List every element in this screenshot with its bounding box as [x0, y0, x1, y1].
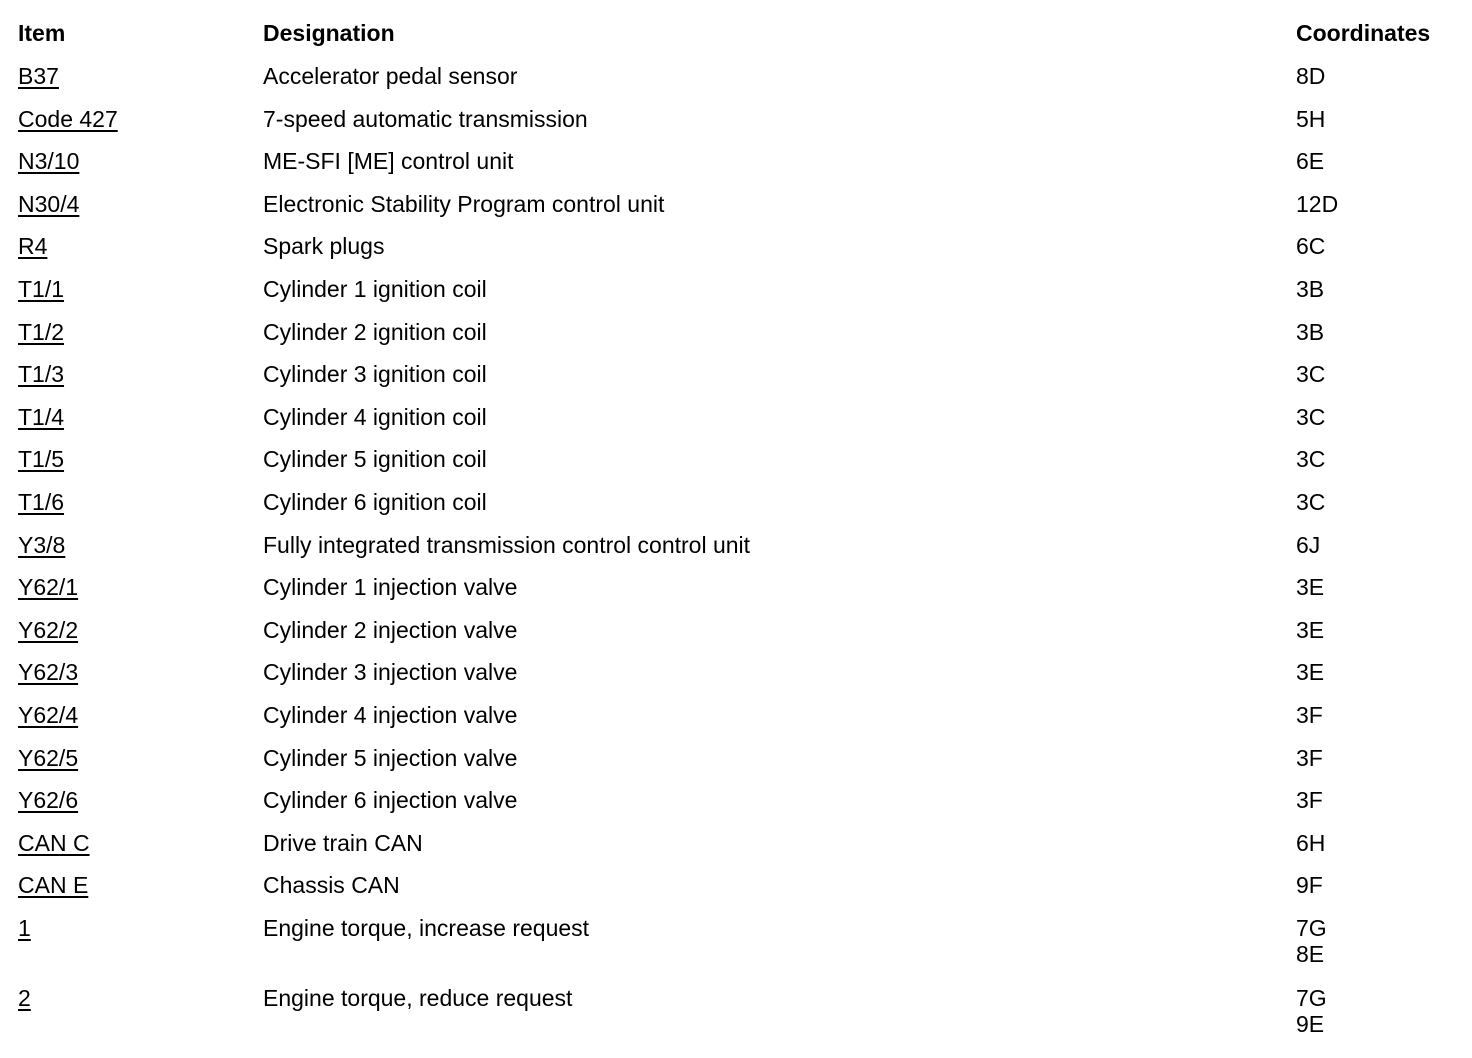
item-link[interactable]: Y62/5 — [18, 744, 79, 771]
table-row — [18, 821, 1458, 864]
legend-table — [18, 14, 1458, 1046]
item-cell — [18, 745, 263, 771]
item-cell — [18, 872, 263, 898]
item-link[interactable]: T1/2 — [18, 318, 65, 345]
table-row — [18, 352, 1458, 395]
coordinates-cell — [1296, 361, 1456, 387]
item-cell — [18, 787, 263, 813]
table-row — [18, 650, 1458, 693]
item-cell — [18, 319, 263, 345]
coordinate-value: 7G — [1296, 984, 1327, 1011]
item-link[interactable]: Y3/8 — [18, 531, 66, 558]
coordinates-cell — [1296, 830, 1456, 856]
designation-cell: Accelerator pedal sensor — [263, 63, 518, 89]
coordinate-value: 3B — [1296, 318, 1325, 345]
coordinate-value: 3C — [1296, 488, 1326, 515]
item-link[interactable]: T1/1 — [18, 275, 65, 302]
coordinate-value: 6C — [1296, 233, 1326, 260]
coordinates-cell — [1296, 191, 1456, 217]
item-cell — [18, 276, 263, 302]
coordinates-cell — [1296, 532, 1456, 558]
header-coordinates: Coordinates — [1296, 20, 1431, 46]
item-cell — [18, 702, 263, 728]
coordinate-value: 12D — [1296, 190, 1339, 217]
table-row — [18, 224, 1458, 267]
coordinate-value: 3B — [1296, 275, 1325, 302]
item-cell — [18, 361, 263, 387]
table-row — [18, 863, 1458, 906]
item-cell — [18, 985, 263, 1011]
item-cell — [18, 106, 263, 132]
coordinate-value: 5H — [1296, 105, 1326, 132]
item-cell — [18, 404, 263, 430]
designation-cell: Cylinder 5 ignition coil — [263, 446, 487, 473]
coordinate-value: 9F — [1296, 872, 1323, 899]
table-row — [18, 182, 1458, 225]
designation-cell: Fully integrated transmission control control unit — [263, 531, 751, 558]
item-link[interactable]: Y62/1 — [18, 574, 79, 601]
item-link[interactable]: B37 — [18, 63, 59, 89]
designation-cell: Cylinder 4 ignition coil — [263, 403, 487, 430]
coordinate-value: 9E — [1296, 1010, 1325, 1037]
header-item: Item — [18, 20, 66, 46]
coordinate-value: 7G — [1296, 914, 1327, 941]
table-row — [18, 906, 1458, 976]
table-row — [18, 608, 1458, 651]
table-row — [18, 267, 1458, 310]
table-row — [18, 97, 1458, 140]
designation-cell: ME-SFI [ME] control unit — [263, 148, 514, 175]
coordinate-value: 6E — [1296, 148, 1325, 175]
item-link[interactable]: 2 — [18, 984, 31, 1011]
item-link[interactable]: N3/10 — [18, 148, 80, 175]
item-link[interactable]: N30/4 — [18, 190, 80, 217]
coordinates-cell — [1296, 985, 1456, 1037]
coordinates-cell — [1296, 659, 1456, 685]
table-row — [18, 139, 1458, 182]
designation-cell: Cylinder 2 ignition coil — [263, 318, 487, 345]
item-cell — [18, 659, 263, 685]
designation-cell: Cylinder 6 ignition coil — [263, 488, 487, 515]
item-link[interactable]: T1/3 — [18, 361, 65, 388]
coordinate-value: 6H — [1296, 829, 1326, 856]
coordinates-cell — [1296, 787, 1456, 813]
coordinates-cell — [1296, 489, 1456, 515]
designation-cell: Engine torque, increase request — [263, 914, 590, 941]
item-cell — [18, 446, 263, 472]
table-body — [18, 54, 1458, 1046]
table-row — [18, 310, 1458, 353]
item-cell — [18, 574, 263, 600]
designation-cell: Cylinder 1 injection valve — [263, 574, 518, 601]
coordinates-cell — [1296, 446, 1456, 472]
item-link[interactable]: Y62/2 — [18, 616, 79, 643]
header-designation: Designation — [263, 20, 395, 46]
designation-cell: Cylinder 4 injection valve — [263, 701, 518, 728]
coordinate-value: 3E — [1296, 659, 1325, 686]
designation-cell: Cylinder 3 ignition coil — [263, 361, 487, 388]
item-link[interactable]: CAN C — [18, 829, 90, 856]
coordinates-cell — [1296, 276, 1456, 302]
designation-cell: Cylinder 2 injection valve — [263, 616, 518, 643]
coordinates-cell — [1296, 872, 1456, 898]
coordinate-value: 3C — [1296, 446, 1326, 473]
item-link[interactable]: 1 — [18, 914, 31, 941]
designation-cell: Cylinder 1 ignition coil — [263, 275, 487, 302]
item-link[interactable]: T1/6 — [18, 488, 65, 515]
item-link[interactable]: Y62/4 — [18, 701, 79, 728]
coordinate-value: 3E — [1296, 574, 1325, 601]
coordinate-value: 3F — [1296, 701, 1323, 728]
item-cell — [18, 830, 263, 856]
coordinates-cell — [1296, 617, 1456, 643]
designation-cell: Cylinder 5 injection valve — [263, 744, 518, 771]
item-link[interactable]: Y62/6 — [18, 787, 79, 814]
designation-cell: Drive train CAN — [263, 829, 423, 856]
table-row — [18, 437, 1458, 480]
table-row — [18, 480, 1458, 523]
table-row — [18, 693, 1458, 736]
coordinates-cell — [1296, 63, 1456, 89]
item-cell — [18, 191, 263, 217]
coordinate-value: 3F — [1296, 787, 1323, 814]
coordinates-cell — [1296, 702, 1456, 728]
coordinates-cell — [1296, 574, 1456, 600]
item-link[interactable]: CAN E — [18, 872, 89, 899]
designation-cell: 7-speed automatic transmission — [263, 105, 588, 132]
item-link[interactable]: R4 — [18, 233, 48, 260]
item-link[interactable]: T1/5 — [18, 446, 65, 473]
table-row — [18, 395, 1458, 438]
table-row — [18, 778, 1458, 821]
coordinate-value: 3C — [1296, 361, 1326, 388]
coordinates-cell — [1296, 233, 1456, 259]
designation-cell: Engine torque, reduce request — [263, 984, 573, 1011]
coordinate-value: 8D — [1296, 63, 1326, 89]
coordinate-value: 6J — [1296, 531, 1321, 558]
designation-cell: Electronic Stability Program control unit — [263, 190, 665, 217]
item-link[interactable]: Code 427 — [18, 105, 118, 132]
coordinate-value: 8E — [1296, 940, 1325, 967]
item-cell — [18, 148, 263, 174]
coordinates-cell — [1296, 106, 1456, 132]
coordinates-cell — [1296, 745, 1456, 771]
table-row — [18, 736, 1458, 779]
table-row — [18, 976, 1458, 1046]
coordinates-cell — [1296, 319, 1456, 345]
designation-cell: Chassis CAN — [263, 872, 400, 899]
coordinate-value: 3E — [1296, 616, 1325, 643]
coordinate-value: 3F — [1296, 744, 1323, 771]
coordinates-cell — [1296, 915, 1456, 967]
table-header — [18, 14, 1458, 54]
table-row — [18, 54, 1458, 97]
coordinate-value: 3C — [1296, 403, 1326, 430]
table-row — [18, 565, 1458, 608]
item-link[interactable]: T1/4 — [18, 403, 65, 430]
item-cell — [18, 617, 263, 643]
designation-cell: Cylinder 6 injection valve — [263, 787, 518, 814]
table-row — [18, 523, 1458, 566]
coordinates-cell — [1296, 148, 1456, 174]
designation-cell: Cylinder 3 injection valve — [263, 659, 518, 686]
item-link[interactable]: Y62/3 — [18, 659, 79, 686]
designation-cell: Spark plugs — [263, 233, 385, 260]
item-cell — [18, 915, 263, 941]
item-cell — [18, 489, 263, 515]
item-cell — [18, 63, 263, 89]
item-cell — [18, 532, 263, 558]
coordinates-cell — [1296, 404, 1456, 430]
item-cell — [18, 233, 263, 259]
